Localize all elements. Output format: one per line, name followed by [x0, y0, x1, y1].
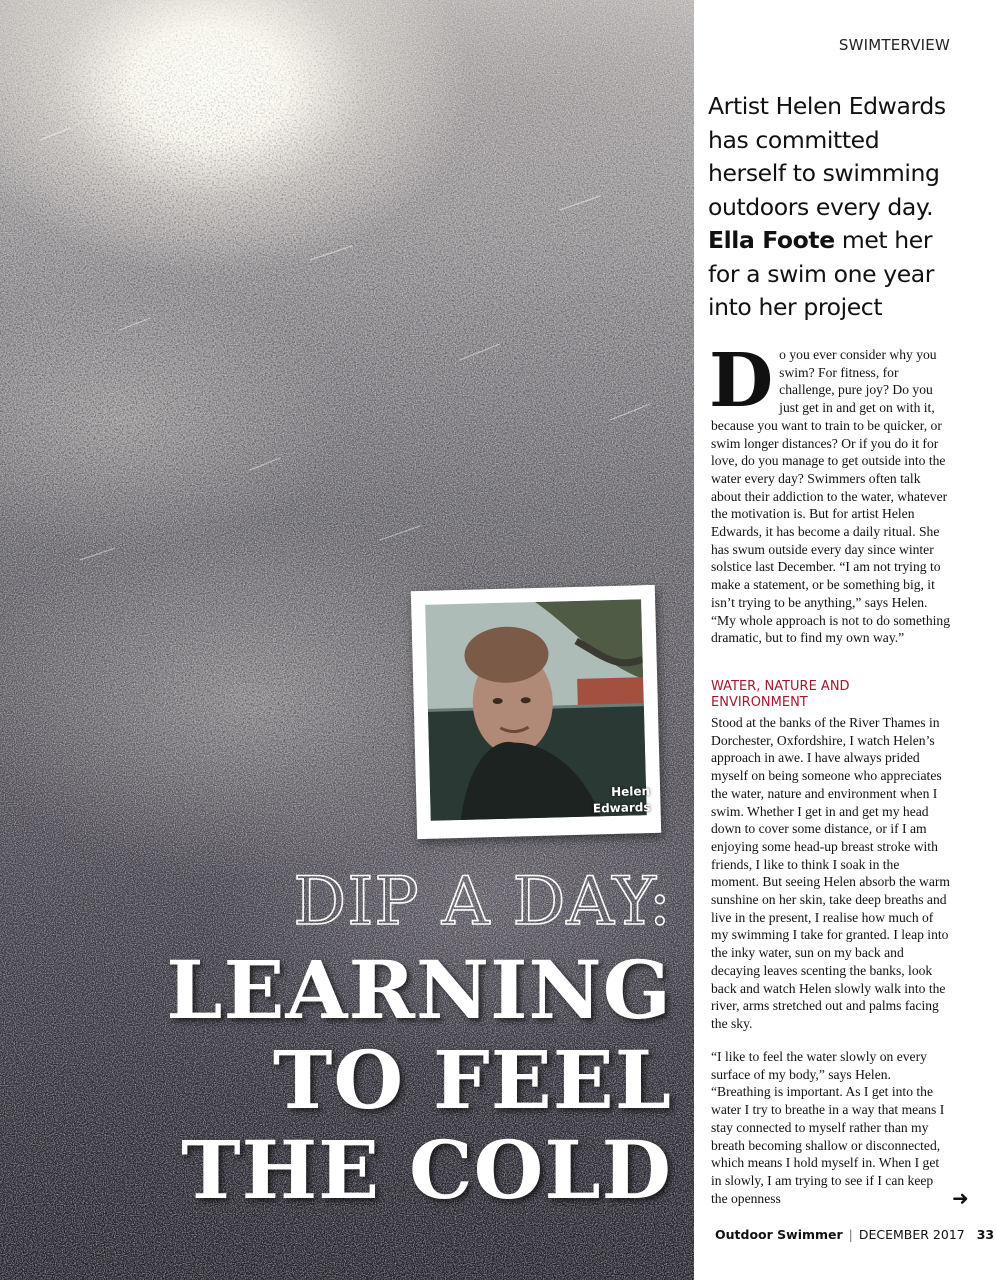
continue-arrow-icon: ➜: [952, 1186, 969, 1210]
headline-line-3: TO FEEL: [272, 1033, 672, 1127]
magazine-name: Outdoor Swimmer: [715, 1227, 843, 1242]
section-label: SWIMTERVIEW: [838, 36, 950, 54]
caption-first-name: Helen: [610, 784, 651, 800]
article-paragraph-2: Stood at the banks of the River Thames in Dorchester, Oxfordshire, I watch Helen’s approach in awe. I have always prided myself on being someone who appreciates the water, nature and environment when I swim. Whether I get in and get my head down to cover some distance, or if I am enjoying some head-up breast stroke with friends, I like to think I soak in the moment. But seeing Helen absorb the warm sunshine on her skin, take deep breaths and live in the present, I realise how much of my swimming I take for granted. I leap into the inky water, sun on my back and decaying leaves scenting the banks, look back and watch Helen slowly walk into the river, arms stretched out and palms facing the sky.: [711, 715, 950, 1031]
author-name: Ella Foote: [708, 226, 835, 254]
standfirst: [708, 90, 958, 325]
page-number: 33: [976, 1227, 995, 1242]
headline-line-1: DIP A DAY:: [293, 863, 672, 940]
drop-cap: D: [709, 338, 774, 424]
photo-caption: [592, 783, 650, 816]
article-paragraph-3: “I like to feel the water slowly on every surface of my body,” says Helen. “Breathing is important. As I get into the water I try to breathe in a way that means I stay connected to myself rather than my breath becoming shallow or disconnected, which means I hold myself in. When I get in slowly, I am trying to see if I can keep the openness: [711, 1049, 945, 1206]
article-subheading: WATER, NATURE AND ENVIRONMENT: [711, 679, 850, 710]
caption-last-name: Edwards: [592, 800, 651, 816]
footer-separator: |: [848, 1227, 853, 1242]
page-footer: [715, 1227, 995, 1242]
headline-line-4: THE COLD: [181, 1123, 672, 1217]
standfirst-outro: met her for a swim one year into her project: [708, 226, 935, 321]
article-paragraph-1-text: o you ever consider why you swim? For fitness, for challenge, pure joy? Do you just get in and get on with it, because you want to train to be quicker, or swim longer distances? Or if you do it for love, do you manage to get outside into the water every day? Swimmers often talk about their addiction to the water, whatever the motivation is. But for artist Helen Edwards, it has become a daily ritual. She has swum outside every day since winter solstice last December. “I am not trying to make a statement, or be something big, it isn’t trying to be anything,” says Helen. “My whole approach is not to do something dramatic, but to find my own way.”: [711, 347, 950, 646]
standfirst-intro: Artist Helen Edwards has committed herself to swimming outdoors every day.: [708, 92, 946, 221]
portrait-photo: [411, 585, 661, 839]
headline-line-2: LEARNING: [166, 943, 672, 1037]
article-paragraph-1: [709, 338, 950, 647]
issue-date: DECEMBER 2017: [858, 1227, 965, 1242]
